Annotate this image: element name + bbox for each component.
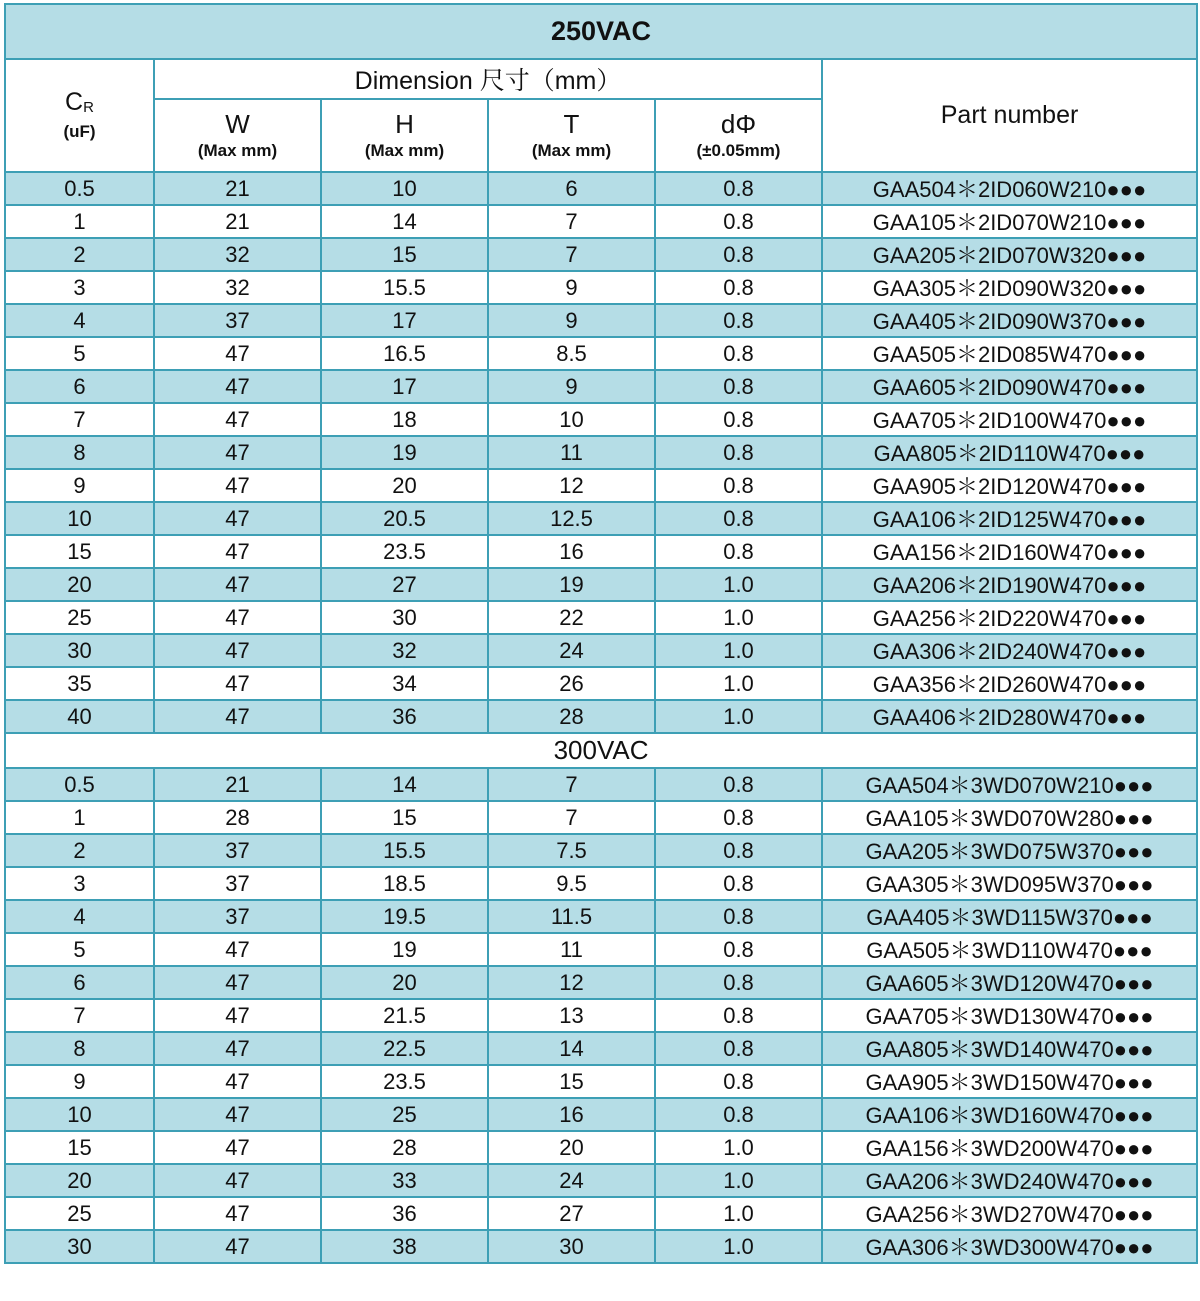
cell-width: 47: [154, 1131, 321, 1164]
cell-thickness: 7: [488, 238, 655, 271]
cell-height: 15.5: [321, 834, 488, 867]
cell-lead-diameter: 1.0: [655, 1131, 822, 1164]
section-title-250vac: 250VAC: [5, 4, 1197, 59]
cell-lead-diameter: 0.8: [655, 370, 822, 403]
cell-part-number: GAA105＊2ID070W210●●●: [822, 205, 1197, 238]
cell-width: 32: [154, 238, 321, 271]
cell-lead-diameter: 0.8: [655, 238, 822, 271]
cell-thickness: 19: [488, 568, 655, 601]
cell-part-number: GAA504＊3WD070W210●●●: [822, 768, 1197, 801]
cell-lead-diameter: 0.8: [655, 999, 822, 1032]
cell-thickness: 7: [488, 801, 655, 834]
table-row-250vac: [5, 238, 1197, 271]
cell-lead-diameter: 0.8: [655, 172, 822, 205]
cell-height: 18: [321, 403, 488, 436]
cell-part-number: GAA256＊3WD270W470●●●: [822, 1197, 1197, 1230]
cell-part-number: GAA156＊3WD200W470●●●: [822, 1131, 1197, 1164]
cell-thickness: 9.5: [488, 867, 655, 900]
table-row-250vac: [5, 634, 1197, 667]
cell-lead-diameter: 0.8: [655, 502, 822, 535]
cell-width: 47: [154, 1098, 321, 1131]
cell-width: 47: [154, 601, 321, 634]
header-lead-diameter: dΦ (±0.05mm): [655, 99, 822, 172]
cell-width: 47: [154, 999, 321, 1032]
cell-thickness: 16: [488, 1098, 655, 1131]
cell-height: 19: [321, 436, 488, 469]
header-thickness: T (Max mm): [488, 99, 655, 172]
cell-capacitance: 20: [5, 568, 154, 601]
cell-capacitance: 7: [5, 999, 154, 1032]
cell-part-number: GAA405＊3WD115W370●●●: [822, 900, 1197, 933]
table-row-250vac: [5, 403, 1197, 436]
table-row-300vac: [5, 867, 1197, 900]
cell-capacitance: 1: [5, 801, 154, 834]
cell-height: 18.5: [321, 867, 488, 900]
table-row-300vac: [5, 999, 1197, 1032]
cell-capacitance: 30: [5, 634, 154, 667]
section-title-300vac: 300VAC: [5, 733, 1197, 768]
cell-lead-diameter: 0.8: [655, 1098, 822, 1131]
cell-width: 47: [154, 370, 321, 403]
cell-thickness: 6: [488, 172, 655, 205]
cell-lead-diameter: 0.8: [655, 867, 822, 900]
table-row-300vac: [5, 966, 1197, 999]
cell-lead-diameter: 1.0: [655, 601, 822, 634]
table-row-250vac: [5, 502, 1197, 535]
cell-height: 14: [321, 205, 488, 238]
cell-part-number: GAA356＊2ID260W470●●●: [822, 667, 1197, 700]
cell-lead-diameter: 0.8: [655, 966, 822, 999]
cell-lead-diameter: 1.0: [655, 1197, 822, 1230]
cell-thickness: 30: [488, 1230, 655, 1263]
cell-width: 47: [154, 634, 321, 667]
cell-lead-diameter: 1.0: [655, 667, 822, 700]
cell-height: 28: [321, 1131, 488, 1164]
table-row-300vac: [5, 768, 1197, 801]
cell-height: 38: [321, 1230, 488, 1263]
cell-width: 47: [154, 1065, 321, 1098]
cell-width: 32: [154, 271, 321, 304]
header-height: H (Max mm): [321, 99, 488, 172]
table-row-300vac: [5, 900, 1197, 933]
cell-part-number: GAA905＊3WD150W470●●●: [822, 1065, 1197, 1098]
table-row-300vac: [5, 1131, 1197, 1164]
cell-width: 21: [154, 205, 321, 238]
cell-width: 37: [154, 900, 321, 933]
cell-lead-diameter: 0.8: [655, 403, 822, 436]
table-row-250vac: [5, 700, 1197, 733]
cell-part-number: GAA105＊3WD070W280●●●: [822, 801, 1197, 834]
cell-thickness: 9: [488, 304, 655, 337]
cell-part-number: GAA305＊2ID090W320●●●: [822, 271, 1197, 304]
cell-width: 47: [154, 469, 321, 502]
cell-width: 47: [154, 667, 321, 700]
cell-thickness: 11: [488, 933, 655, 966]
cell-width: 47: [154, 436, 321, 469]
cell-lead-diameter: 0.8: [655, 933, 822, 966]
cell-height: 32: [321, 634, 488, 667]
cell-part-number: GAA205＊3WD075W370●●●: [822, 834, 1197, 867]
header-dimension: Dimension 尺寸（mm）: [154, 59, 822, 99]
table-row-250vac: [5, 568, 1197, 601]
cell-thickness: 7.5: [488, 834, 655, 867]
table-row-300vac: [5, 1098, 1197, 1131]
cell-thickness: 9: [488, 370, 655, 403]
cell-width: 21: [154, 172, 321, 205]
cell-part-number: GAA805＊3WD140W470●●●: [822, 1032, 1197, 1065]
cell-height: 20: [321, 469, 488, 502]
cell-thickness: 9: [488, 271, 655, 304]
cell-capacitance: 15: [5, 535, 154, 568]
cell-capacitance: 4: [5, 304, 154, 337]
cell-width: 28: [154, 801, 321, 834]
cell-width: 47: [154, 337, 321, 370]
cell-lead-diameter: 0.8: [655, 304, 822, 337]
cell-lead-diameter: 0.8: [655, 436, 822, 469]
cell-width: 47: [154, 966, 321, 999]
cell-height: 17: [321, 370, 488, 403]
table-row-250vac: [5, 370, 1197, 403]
cell-lead-diameter: 0.8: [655, 801, 822, 834]
cell-part-number: GAA156＊2ID160W470●●●: [822, 535, 1197, 568]
table-row-300vac: [5, 1164, 1197, 1197]
cell-part-number: GAA605＊2ID090W470●●●: [822, 370, 1197, 403]
cell-capacitance: 3: [5, 867, 154, 900]
cell-width: 47: [154, 535, 321, 568]
cell-capacitance: 40: [5, 700, 154, 733]
cell-part-number: GAA406＊2ID280W470●●●: [822, 700, 1197, 733]
cell-thickness: 12.5: [488, 502, 655, 535]
cell-height: 27: [321, 568, 488, 601]
cell-part-number: GAA505＊3WD110W470●●●: [822, 933, 1197, 966]
cell-height: 19.5: [321, 900, 488, 933]
cell-height: 30: [321, 601, 488, 634]
cell-part-number: GAA405＊2ID090W370●●●: [822, 304, 1197, 337]
capacitor-spec-table: [4, 3, 1198, 1264]
cell-capacitance: 15: [5, 1131, 154, 1164]
cell-lead-diameter: 1.0: [655, 568, 822, 601]
cell-lead-diameter: 0.8: [655, 768, 822, 801]
cell-thickness: 11: [488, 436, 655, 469]
cell-thickness: 8.5: [488, 337, 655, 370]
cell-capacitance: 6: [5, 370, 154, 403]
cell-thickness: 22: [488, 601, 655, 634]
cell-capacitance: 0.5: [5, 768, 154, 801]
table-row-300vac: [5, 1230, 1197, 1263]
cell-height: 14: [321, 768, 488, 801]
cell-height: 19: [321, 933, 488, 966]
table-row-300vac: [5, 1197, 1197, 1230]
cell-width: 47: [154, 1197, 321, 1230]
cell-part-number: GAA205＊2ID070W320●●●: [822, 238, 1197, 271]
cell-width: 47: [154, 568, 321, 601]
cell-lead-diameter: 0.8: [655, 271, 822, 304]
cell-height: 23.5: [321, 1065, 488, 1098]
cell-capacitance: 4: [5, 900, 154, 933]
cell-thickness: 10: [488, 403, 655, 436]
cell-part-number: GAA256＊2ID220W470●●●: [822, 601, 1197, 634]
cell-thickness: 24: [488, 634, 655, 667]
cell-capacitance: 5: [5, 933, 154, 966]
cell-capacitance: 0.5: [5, 172, 154, 205]
cell-part-number: GAA206＊2ID190W470●●●: [822, 568, 1197, 601]
cell-capacitance: 1: [5, 205, 154, 238]
cell-height: 25: [321, 1098, 488, 1131]
cell-height: 20: [321, 966, 488, 999]
cell-part-number: GAA905＊2ID120W470●●●: [822, 469, 1197, 502]
cell-part-number: GAA106＊3WD160W470●●●: [822, 1098, 1197, 1131]
cell-width: 37: [154, 304, 321, 337]
cell-height: 20.5: [321, 502, 488, 535]
cell-width: 47: [154, 1032, 321, 1065]
cell-width: 37: [154, 867, 321, 900]
cell-capacitance: 8: [5, 1032, 154, 1065]
table-row-300vac: [5, 1032, 1197, 1065]
cell-capacitance: 25: [5, 1197, 154, 1230]
cell-lead-diameter: 0.8: [655, 834, 822, 867]
cell-thickness: 12: [488, 966, 655, 999]
table-row-250vac: [5, 436, 1197, 469]
cell-lead-diameter: 0.8: [655, 469, 822, 502]
cell-lead-diameter: 0.8: [655, 337, 822, 370]
cell-lead-diameter: 0.8: [655, 1032, 822, 1065]
cell-part-number: GAA705＊2ID100W470●●●: [822, 403, 1197, 436]
table-row-300vac: [5, 1065, 1197, 1098]
cell-width: 21: [154, 768, 321, 801]
table-row-250vac: [5, 304, 1197, 337]
cell-height: 36: [321, 700, 488, 733]
cell-height: 15: [321, 801, 488, 834]
cell-capacitance: 9: [5, 469, 154, 502]
cell-thickness: 28: [488, 700, 655, 733]
table-row-250vac: [5, 172, 1197, 205]
cell-thickness: 27: [488, 1197, 655, 1230]
cell-thickness: 7: [488, 205, 655, 238]
cell-capacitance: 8: [5, 436, 154, 469]
cell-capacitance: 25: [5, 601, 154, 634]
cell-thickness: 16: [488, 535, 655, 568]
cell-width: 47: [154, 502, 321, 535]
cell-part-number: GAA106＊2ID125W470●●●: [822, 502, 1197, 535]
table-row-250vac: [5, 601, 1197, 634]
cell-width: 47: [154, 1230, 321, 1263]
cell-part-number: GAA305＊3WD095W370●●●: [822, 867, 1197, 900]
cell-capacitance: 20: [5, 1164, 154, 1197]
cell-capacitance: 10: [5, 1098, 154, 1131]
cell-height: 17: [321, 304, 488, 337]
cell-lead-diameter: 0.8: [655, 1065, 822, 1098]
table-row-300vac: [5, 933, 1197, 966]
cell-width: 37: [154, 834, 321, 867]
cell-capacitance: 7: [5, 403, 154, 436]
cell-capacitance: 6: [5, 966, 154, 999]
cell-thickness: 7: [488, 768, 655, 801]
cell-lead-diameter: 0.8: [655, 205, 822, 238]
cell-width: 47: [154, 403, 321, 436]
cell-capacitance: 2: [5, 238, 154, 271]
table-row-250vac: [5, 205, 1197, 238]
cell-lead-diameter: 0.8: [655, 900, 822, 933]
cell-height: 36: [321, 1197, 488, 1230]
cell-thickness: 12: [488, 469, 655, 502]
cell-thickness: 11.5: [488, 900, 655, 933]
cell-height: 34: [321, 667, 488, 700]
cell-part-number: GAA805＊2ID110W470●●●: [822, 436, 1197, 469]
cell-thickness: 14: [488, 1032, 655, 1065]
cell-lead-diameter: 0.8: [655, 535, 822, 568]
cell-height: 21.5: [321, 999, 488, 1032]
cell-height: 15: [321, 238, 488, 271]
cell-height: 10: [321, 172, 488, 205]
cell-width: 47: [154, 700, 321, 733]
table-row-250vac: [5, 469, 1197, 502]
cell-height: 23.5: [321, 535, 488, 568]
table-row-250vac: [5, 667, 1197, 700]
cell-part-number: GAA306＊2ID240W470●●●: [822, 634, 1197, 667]
cell-part-number: GAA504＊2ID060W210●●●: [822, 172, 1197, 205]
cell-capacitance: 5: [5, 337, 154, 370]
cell-lead-diameter: 1.0: [655, 1230, 822, 1263]
cell-part-number: GAA605＊3WD120W470●●●: [822, 966, 1197, 999]
cell-capacitance: 30: [5, 1230, 154, 1263]
cell-thickness: 13: [488, 999, 655, 1032]
table-row-250vac: [5, 535, 1197, 568]
cell-thickness: 26: [488, 667, 655, 700]
cell-capacitance: 2: [5, 834, 154, 867]
cell-part-number: GAA505＊2ID085W470●●●: [822, 337, 1197, 370]
cell-capacitance: 3: [5, 271, 154, 304]
table-row-250vac: [5, 337, 1197, 370]
header-capacitance: $C_R$ (uF): [5, 59, 154, 172]
cell-part-number: GAA206＊3WD240W470●●●: [822, 1164, 1197, 1197]
cell-lead-diameter: 1.0: [655, 1164, 822, 1197]
table-row-300vac: [5, 834, 1197, 867]
cell-height: 33: [321, 1164, 488, 1197]
header-part-number: Part number: [822, 59, 1197, 172]
cell-thickness: 15: [488, 1065, 655, 1098]
table-row-300vac: [5, 801, 1197, 834]
cell-thickness: 20: [488, 1131, 655, 1164]
cell-capacitance: 35: [5, 667, 154, 700]
cell-part-number: GAA705＊3WD130W470●●●: [822, 999, 1197, 1032]
header-width: W (Max mm): [154, 99, 321, 172]
cell-thickness: 24: [488, 1164, 655, 1197]
cell-height: 16.5: [321, 337, 488, 370]
cell-part-number: GAA306＊3WD300W470●●●: [822, 1230, 1197, 1263]
cell-width: 47: [154, 933, 321, 966]
cell-lead-diameter: 1.0: [655, 700, 822, 733]
cell-width: 47: [154, 1164, 321, 1197]
cell-height: 15.5: [321, 271, 488, 304]
table-row-250vac: [5, 271, 1197, 304]
cell-capacitance: 10: [5, 502, 154, 535]
cell-lead-diameter: 1.0: [655, 634, 822, 667]
cell-capacitance: 9: [5, 1065, 154, 1098]
cell-height: 22.5: [321, 1032, 488, 1065]
